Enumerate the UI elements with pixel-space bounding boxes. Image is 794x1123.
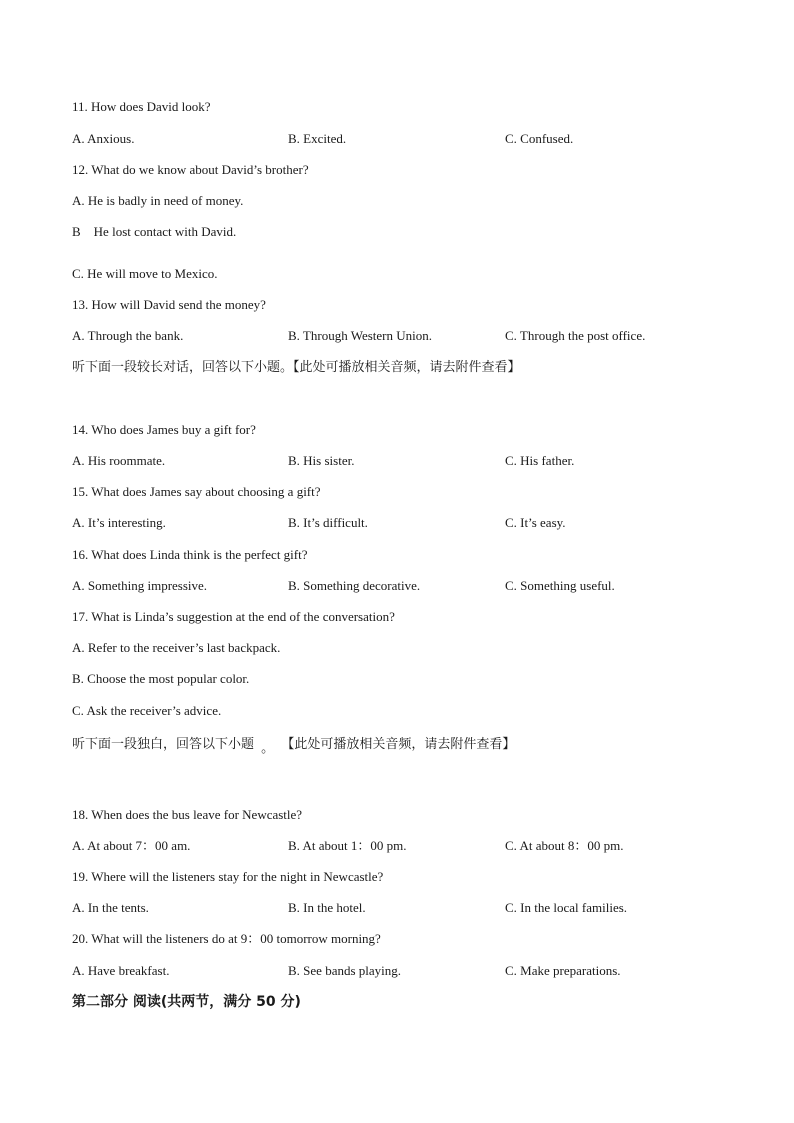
question-17-option-c: C. Ask the receiver’s advice. — [72, 703, 222, 718]
question-11-option-b: B. Excited. — [288, 131, 347, 146]
question-15-option-a: A. It’s interesting. — [72, 515, 166, 530]
question-11-stem: 11. How does David look? — [72, 99, 211, 114]
question-16-option-a: A. Something impressive. — [72, 578, 208, 593]
question-17-option-b: B. Choose the most popular color. — [72, 671, 250, 686]
question-19-option-a: A. In the tents. — [72, 900, 149, 915]
question-14-stem: 14. Who does James buy a gift for? — [72, 422, 256, 437]
question-11-option-c: C. Confused. — [505, 131, 574, 146]
question-16-option-c: C. Something useful. — [505, 578, 615, 593]
question-19-stem: 19. Where will the listeners stay for the night in Newcastle? — [72, 869, 384, 884]
question-12-option-c: C. He will move to Mexico. — [72, 266, 218, 281]
question-13-option-c: C. Through the post office. — [505, 328, 646, 343]
question-14-option-b: B. His sister. — [288, 453, 355, 468]
instruction-monologue — [72, 737, 516, 756]
question-17-option-a: A. Refer to the receiver’s last backpack. — [72, 640, 281, 655]
question-13-option-b: B. Through Western Union. — [288, 328, 432, 343]
question-12-option-a: A. He is badly in need of money. — [72, 193, 244, 208]
instruction-monologue-part-a: 听下面一段独白，回答以下小题 — [72, 737, 255, 752]
question-18-option-c: C. At about 8：00 pm. — [505, 838, 624, 853]
question-14-option-a: A. His roommate. — [72, 453, 166, 468]
question-20-option-a: A. Have breakfast. — [72, 963, 170, 978]
question-18-option-a: A. At about 7：00 am. — [72, 838, 191, 853]
question-11-option-a: A. Anxious. — [72, 131, 135, 146]
question-13-stem: 13. How will David send the money? — [72, 297, 266, 312]
question-13-option-a: A. Through the bank. — [72, 328, 184, 343]
question-18-stem: 18. When does the bus leave for Newcastle? — [72, 807, 303, 822]
question-12-stem: 12. What do we know about David’s brother? — [72, 162, 309, 177]
instruction-monologue-dot: 。 — [261, 741, 275, 756]
question-15-stem: 15. What does James say about choosing a gift? — [72, 484, 321, 499]
question-18-option-b: B. At about 1：00 pm. — [288, 838, 407, 853]
question-20-stem: 20. What will the listeners do at 9：00 tomorrow morning? — [72, 931, 381, 946]
question-15-option-b: B. It’s difficult. — [288, 515, 368, 530]
question-15-option-c: C. It’s easy. — [505, 515, 566, 530]
question-19-option-c: C. In the local families. — [505, 900, 628, 915]
question-20-option-b: B. See bands playing. — [288, 963, 402, 978]
instruction-monologue-part-b: 【此处可播放相关音频，请去附件查看】 — [281, 737, 516, 752]
question-16-stem: 16. What does Linda think is the perfect gift? — [72, 547, 308, 562]
instruction-long-dialogue: 听下面一段较长对话，回答以下小题。【此处可播放相关音频，请去附件查看】 — [72, 360, 521, 375]
question-16-option-b: B. Something decorative. — [288, 578, 421, 593]
question-20-option-c: C. Make preparations. — [505, 963, 621, 978]
question-12-option-b: B He lost contact with David. — [72, 224, 237, 239]
question-17-stem: 17. What is Linda’s suggestion at the end of the conversation? — [72, 609, 395, 624]
section-title: 第二部分 阅读(共两节，满分 50 分) — [72, 994, 301, 1010]
question-14-option-c: C. His father. — [505, 453, 575, 468]
question-19-option-b: B. In the hotel. — [288, 900, 366, 915]
